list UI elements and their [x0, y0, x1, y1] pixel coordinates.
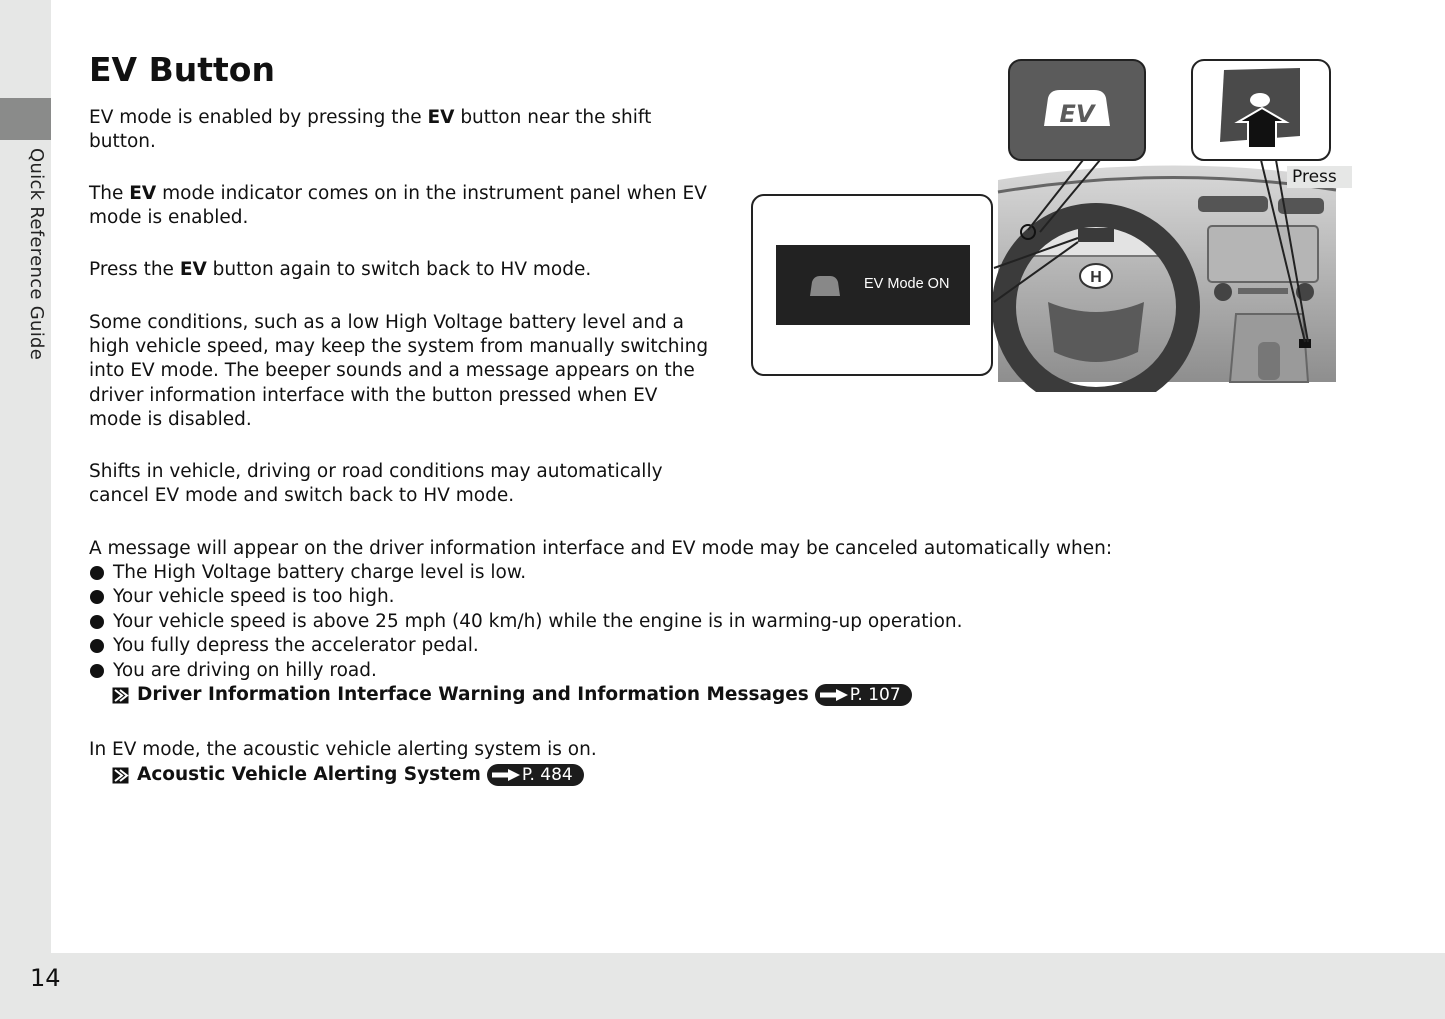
press-label: Press — [1287, 166, 1352, 188]
page-arrow-icon — [819, 688, 849, 702]
footer-band — [0, 953, 1445, 1019]
list-item: Your vehicle speed is too high. — [89, 585, 963, 609]
reference-avas[interactable] — [112, 763, 584, 787]
bullet-icon — [90, 615, 104, 629]
paragraph-auto-cancel: Shifts in vehicle, driving or road conditions may automatically cancel EV mode and switch back to HV mode. — [89, 461, 663, 507]
paragraph-avas: In EV mode, the acoustic vehicle alerting system is on. — [89, 739, 597, 760]
reference-label: Driver Information Interface Warning and Information Messages — [137, 684, 809, 705]
bullet-icon — [90, 590, 104, 604]
page-link-107[interactable]: P. 107 — [815, 684, 912, 706]
paragraph-ev-button: EV mode is enabled by pressing the EV button near the shift button. — [89, 107, 652, 153]
reference-arrow-icon — [112, 687, 129, 704]
svg-text:EV: EV — [1059, 100, 1095, 128]
list-item: You are driving on hilly road. — [89, 659, 963, 683]
ev-mode-on-message: EV Mode ON — [864, 276, 950, 292]
paragraph-conditions: Some conditions, such as a low High Voltage battery level and a high vehicle speed, may keep the system from manually switching into EV mode. The beeper sounds and a message appears on the driver information interface with the button pressed when EV mode is disabled. — [89, 312, 709, 430]
dashboard-illustration — [748, 52, 1358, 392]
paragraph-indicator: The EV mode indicator comes on in the instrument panel when EV mode is enabled. — [89, 183, 707, 229]
press-callout — [1192, 60, 1330, 160]
paragraph-switch-back: Press the EV button again to switch back to HV mode. — [89, 259, 592, 280]
svg-text:H: H — [1090, 269, 1102, 286]
bullet-icon — [90, 639, 104, 653]
page-title: EV Button — [89, 50, 275, 89]
chapter-tab[interactable] — [0, 98, 51, 140]
list-item: You fully depress the accelerator pedal. — [89, 634, 963, 658]
dashboard-photo — [998, 165, 1348, 392]
reference-label: Acoustic Vehicle Alerting System — [137, 764, 481, 785]
paragraph-message-intro: A message will appear on the driver information interface and EV mode may be canceled automatically when: — [89, 538, 1113, 559]
page-arrow-icon — [491, 768, 521, 782]
ev-button-callout — [1009, 60, 1145, 160]
chapter-label: Quick Reference Guide — [26, 148, 47, 361]
bullet-icon — [90, 566, 104, 580]
reference-arrow-icon — [112, 767, 129, 784]
cancel-conditions-list — [89, 561, 963, 683]
bullet-icon — [90, 664, 104, 678]
page-link-484[interactable]: P. 484 — [487, 764, 584, 786]
reference-driver-info-messages[interactable] — [112, 683, 912, 707]
list-item: Your vehicle speed is above 25 mph (40 km/h) while the engine is in warming-up operation. — [89, 610, 963, 634]
list-item: The High Voltage battery charge level is low. — [89, 561, 963, 585]
page-number: 14 — [30, 964, 61, 992]
